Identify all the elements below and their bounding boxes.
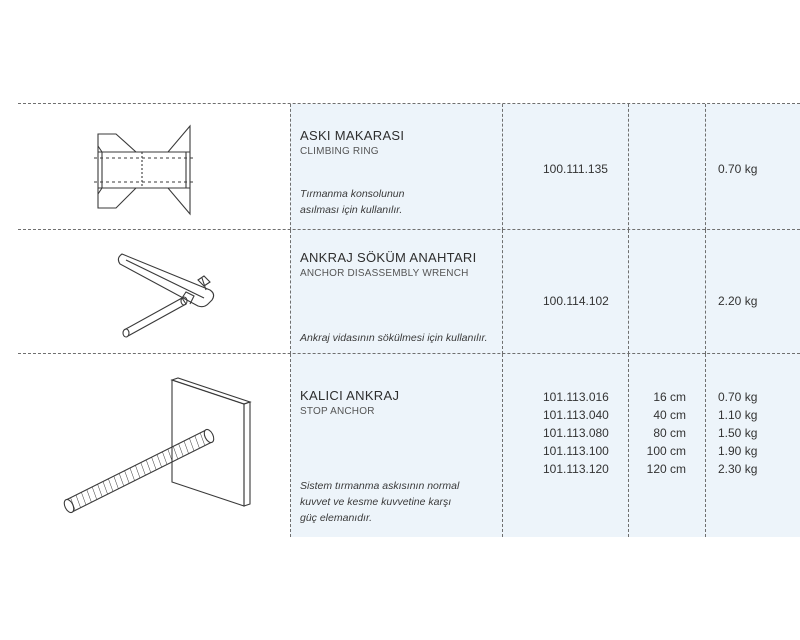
product-weight: 2.20 kg (718, 294, 758, 308)
product-weight-cell (705, 104, 800, 230)
product-size-list (647, 388, 686, 478)
product-size-cell (628, 230, 706, 354)
product-code: 101.113.120 (543, 462, 609, 476)
product-weight-list (718, 388, 757, 478)
product-row-climbing-ring (18, 103, 800, 230)
product-code: 101.113.100 (543, 444, 609, 458)
product-code-cell (502, 230, 629, 354)
climbing-ring-drawing (18, 104, 290, 230)
product-weight: 2.30 kg (718, 462, 758, 476)
product-code: 101.113.040 (543, 408, 609, 422)
product-description-cell (290, 354, 503, 537)
product-code: 101.113.080 (543, 426, 609, 440)
stop-anchor-drawing (18, 354, 290, 537)
product-weight: 1.90 kg (718, 444, 758, 458)
product-usage-note: Ankraj vidasının sökülmesi için kullanılır. (300, 332, 488, 344)
product-size: 120 cm (646, 462, 686, 476)
product-name-english: ANCHOR DISASSEMBLY WRENCH (300, 268, 469, 279)
product-description-cell (290, 230, 503, 354)
product-size-cell (628, 104, 706, 230)
product-size-cell (628, 354, 706, 537)
product-code-list (543, 388, 609, 478)
product-usage-note: Sistem tırmanma askısının normal kuvvet ve kesme kuvvetine karşı güç elemanıdır. (300, 480, 460, 524)
product-weight-cell (705, 230, 800, 354)
product-weight: 1.10 kg (718, 408, 758, 422)
product-name: ANKRAJ SÖKÜM ANAHTARI (300, 250, 477, 265)
product-size: 100 cm (646, 444, 686, 458)
product-code-cell (502, 104, 629, 230)
product-code-cell (502, 354, 629, 537)
product-name-english: CLIMBING RING (300, 146, 379, 157)
product-weight: 0.70 kg (718, 162, 758, 176)
product-catalog-table (18, 103, 800, 536)
product-code: 100.114.102 (543, 294, 609, 308)
product-size: 40 cm (653, 408, 686, 422)
product-image-cell (18, 230, 290, 354)
product-image-cell (18, 354, 290, 537)
product-row-stop-anchor (18, 353, 800, 537)
product-size: 16 cm (653, 390, 686, 404)
product-description-cell (290, 104, 503, 230)
wrench-drawing (18, 230, 290, 354)
product-size: 80 cm (653, 426, 686, 440)
product-name: KALICI ANKRAJ (300, 388, 400, 403)
product-code: 100.111.135 (543, 162, 608, 176)
product-name-english: STOP ANCHOR (300, 406, 375, 417)
product-image-cell (18, 104, 290, 230)
product-name: ASKI MAKARASI (300, 128, 405, 143)
product-weight-cell (705, 354, 800, 537)
product-weight: 0.70 kg (718, 390, 758, 404)
product-row-anchor-wrench (18, 229, 800, 354)
product-weight: 1.50 kg (718, 426, 758, 440)
product-usage-note: Tırmanma konsolunun asılması için kullanılır. (300, 188, 405, 216)
product-code: 101.113.016 (543, 390, 609, 404)
